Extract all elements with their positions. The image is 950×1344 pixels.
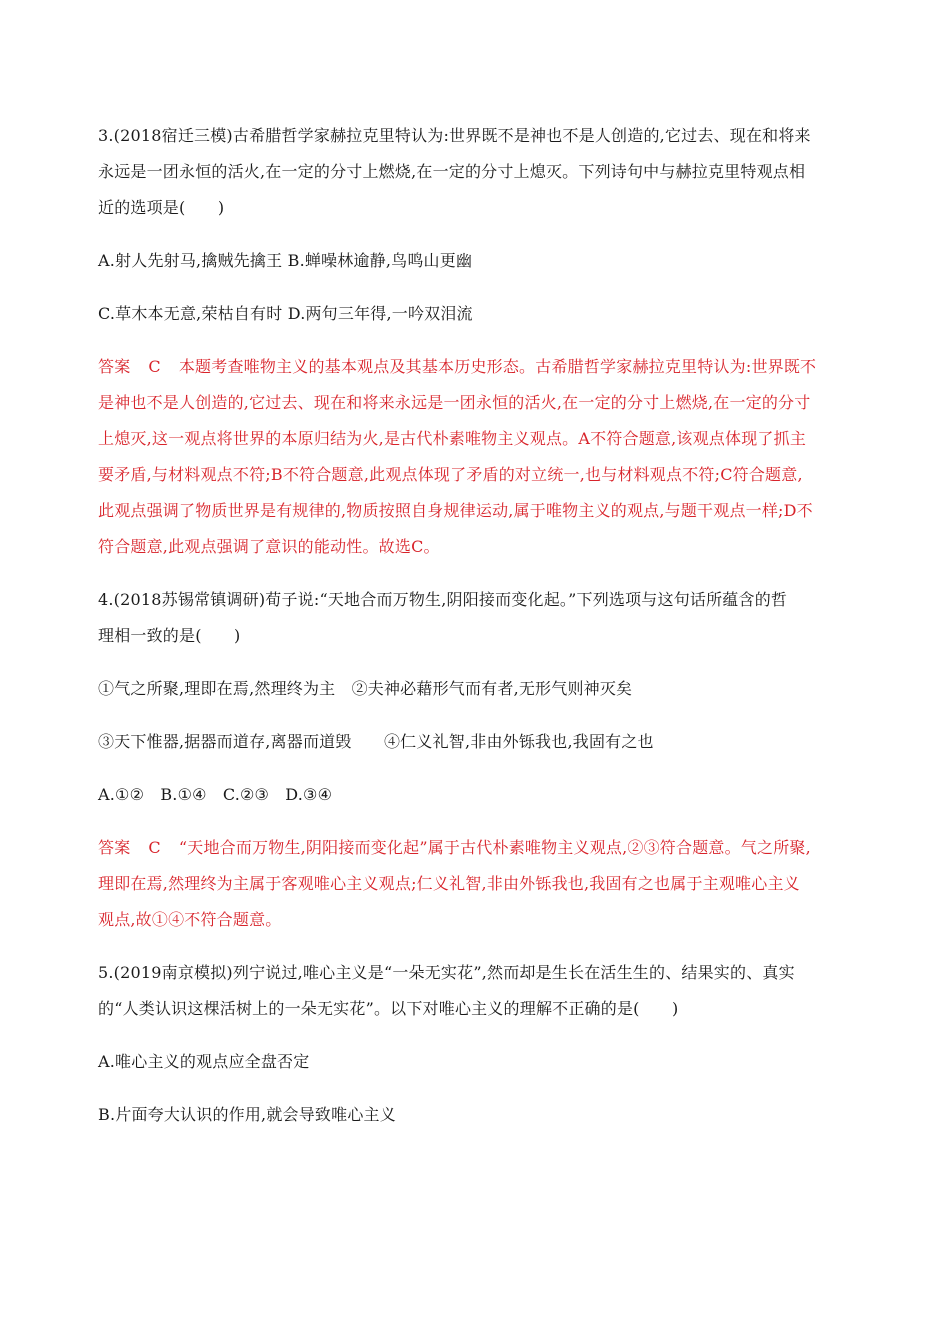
- question-5-line-1: 5.(2019南京模拟)列宁说过,唯心主义是“一朵无实花”,然而却是生长在活生生的、结果实的、真实: [98, 963, 795, 982]
- question-3-stem: [98, 118, 858, 226]
- question-4-option-line: A.①② B.①④ C.②③ D.③④: [98, 785, 333, 804]
- question-3-answer-line-6: 符合题意,此观点强调了意识的能动性。故选C。: [98, 537, 440, 556]
- document-page: [98, 118, 858, 1150]
- question-4-line-2: 理相一致的是( ): [98, 626, 241, 645]
- question-5-line-2: 的“人类认识这棵活树上的一朵无实花”。以下对唯心主义的理解不正确的是( ): [98, 999, 679, 1018]
- question-3-options-cd: [98, 296, 858, 332]
- question-3-answer-line-1: [98, 349, 858, 385]
- question-4-answer-line-2: 理即在焉,然理终为主属于客观唯心主义观点;仁义礼智,非由外铄我也,我固有之也属于主观唯心主义: [98, 874, 800, 893]
- question-3-answer-line-2: 是神也不是人创造的,它过去、现在和将来永远是一团永恒的活火,在一定的分寸上燃烧,在一定的分寸: [98, 393, 811, 412]
- question-4-item-12: ①气之所聚,理即在焉,然理终为主 ②夫神必藉形气而有者,无形气则神灭矣: [98, 679, 633, 698]
- question-3-answer-line-4: 要矛盾,与材料观点不符;B不符合题意,此观点体现了矛盾的对立统一,也与材料观点不符;C符合题意,: [98, 465, 803, 484]
- question-4-items-12: [98, 671, 858, 707]
- answer-label: 答案: [98, 838, 131, 857]
- question-3-answer: [98, 349, 858, 565]
- answer-text: “天地合而万物生,阴阳接而变化起”属于古代朴素唯物主义观点,②③符合题意。气之所聚,: [178, 838, 811, 857]
- question-5-option-b-block: [98, 1097, 858, 1133]
- answer-choice: C: [148, 838, 161, 857]
- question-3-line-1: 3.(2018宿迁三模)古希腊哲学家赫拉克里特认为:世界既不是神也不是人创造的,它过去、现在和将来: [98, 126, 811, 145]
- question-3-answer-line-3: 上熄灭,这一观点将世界的本原归结为火,是古代朴素唯物主义观点。A不符合题意,该观点体现了抓主: [98, 429, 807, 448]
- question-3-line-3: 近的选项是( ): [98, 198, 225, 217]
- question-5-stem: [98, 955, 858, 1027]
- question-3-options-ab: [98, 243, 858, 279]
- question-4-line-1: 4.(2018苏锡常镇调研)荀子说:“天地合而万物生,阴阳接而变化起。”下列选项与这句话所蕴含的哲: [98, 590, 788, 609]
- question-4-answer-line-1: [98, 830, 858, 866]
- answer-text: 本题考查唯物主义的基本观点及其基本历史形态。古希腊哲学家赫拉克里特认为:世界既不: [178, 357, 817, 376]
- question-5-option-a-block: [98, 1044, 858, 1080]
- question-3-option-ab: A.射人先射马,擒贼先擒王 B.蝉噪林逾静,鸟鸣山更幽: [98, 251, 473, 270]
- question-4-items-34: [98, 724, 858, 760]
- question-4-answer-line-3: 观点,故①④不符合题意。: [98, 910, 282, 929]
- question-4-item-34: ③天下惟器,据器而道存,离器而道毁 ④仁义礼智,非由外铄我也,我固有之也: [98, 732, 654, 751]
- question-5-option-b: B.片面夸大认识的作用,就会导致唯心主义: [98, 1105, 396, 1124]
- question-5-option-a: A.唯心主义的观点应全盘否定: [98, 1052, 310, 1071]
- question-3-line-2: 永远是一团永恒的活火,在一定的分寸上燃烧,在一定的分寸上熄灭。下列诗句中与赫拉克里特观点相: [98, 162, 806, 181]
- answer-label: 答案: [98, 357, 131, 376]
- question-3-answer-line-5: 此观点强调了物质世界是有规律的,物质按照自身规律运动,属于唯物主义的观点,与题干观点一样;D不: [98, 501, 813, 520]
- question-4-answer: [98, 830, 858, 938]
- question-3-option-cd: C.草木本无意,荣枯自有时 D.两句三年得,一吟双泪流: [98, 304, 473, 323]
- question-4-stem: [98, 582, 858, 654]
- question-4-options: [98, 777, 858, 813]
- answer-choice: C: [148, 357, 161, 376]
